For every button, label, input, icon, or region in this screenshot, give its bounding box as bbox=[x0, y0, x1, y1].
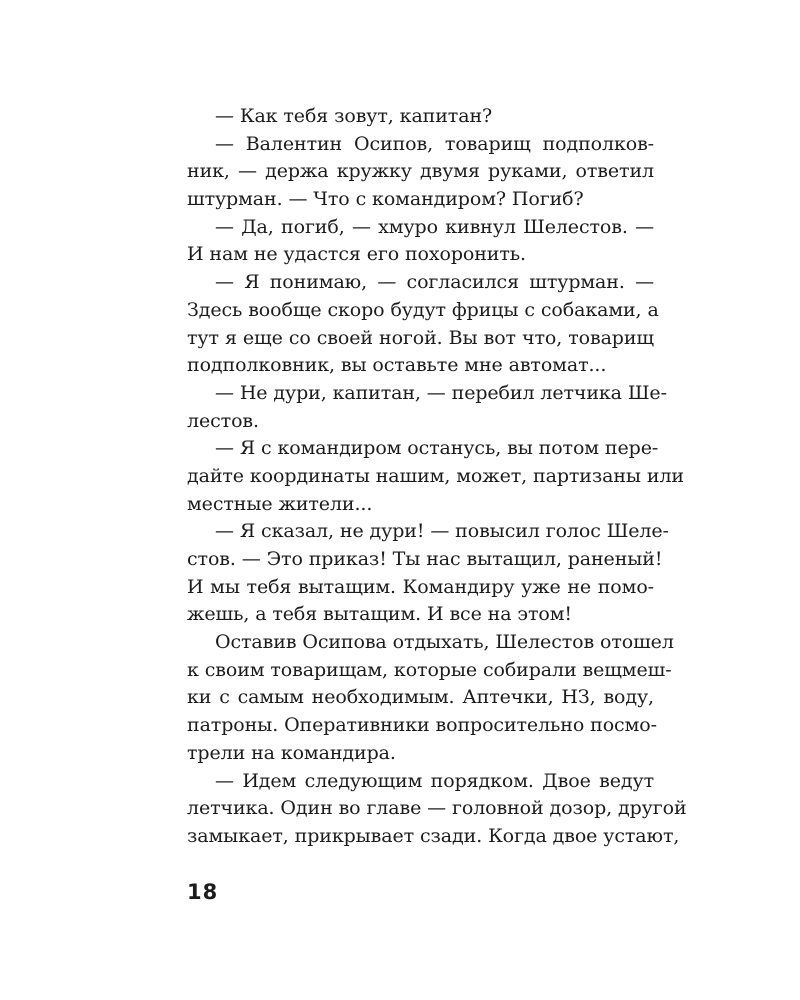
text-line: летчика. Один во главе — головной дозор, другой bbox=[187, 797, 687, 820]
text-line: — Идем следующим порядком. Двое ведут bbox=[215, 769, 654, 792]
text-line: — Не дури, капитан, — перебил летчика Ше- bbox=[215, 381, 667, 404]
text-line: местные жители... bbox=[187, 492, 373, 515]
text-line: И мы тебя вытащим. Командиру уже не помо- bbox=[187, 575, 654, 598]
text-line: штурман. — Что с командиром? Погиб? bbox=[187, 188, 584, 211]
text-line: Здесь вообще скоро будут фрицы с собаками, а bbox=[187, 298, 659, 321]
text-line: — Да, погиб, — хмуро кивнул Шелестов. — bbox=[215, 215, 654, 238]
text-line: патроны. Оперативники вопросительно посмо- bbox=[187, 714, 657, 737]
text-line: дайте координаты нашим, может, партизаны или bbox=[187, 464, 684, 487]
text-line: трели на командира. bbox=[187, 741, 396, 764]
text-line: замыкает, прикрывает сзади. Когда двое устают, bbox=[187, 824, 680, 847]
page-number: 18 bbox=[187, 880, 219, 904]
text-line: И нам не удастся его похоронить. bbox=[187, 243, 526, 266]
text-line: — Я сказал, не дури! — повысил голос Шеле- bbox=[215, 520, 669, 543]
text-line: Оставив Осипова отдыхать, Шелестов отошел bbox=[215, 631, 674, 654]
text-line: — Как тебя зовут, капитан? bbox=[215, 105, 493, 127]
text-line: тут я еще со своей ногой. Вы вот что, товарищ bbox=[187, 326, 654, 349]
text-line: — Я понимаю, — согласился штурман. — bbox=[215, 271, 654, 294]
text-line: лестов. bbox=[187, 409, 259, 432]
text-line: к своим товарищам, которые собирали вещмеш- bbox=[187, 658, 672, 681]
text-line: подполковник, вы оставьте мне автомат... bbox=[187, 354, 607, 377]
text-line: стов. — Это приказ! Ты нас вытащил, раненый! bbox=[187, 548, 663, 570]
body-text bbox=[187, 103, 687, 851]
text-line: — Валентин Осипов, товарищ подполков- bbox=[215, 132, 654, 155]
text-line: жешь, а тебя вытащим. И все на этом! bbox=[187, 603, 572, 626]
text-line: ник, — держа кружку двумя руками, ответил bbox=[187, 160, 654, 183]
text-line: ки с самым необходимым. Аптечки, НЗ, воду, bbox=[187, 686, 654, 709]
text-line: — Я с командиром останусь, вы потом пере- bbox=[215, 437, 659, 460]
